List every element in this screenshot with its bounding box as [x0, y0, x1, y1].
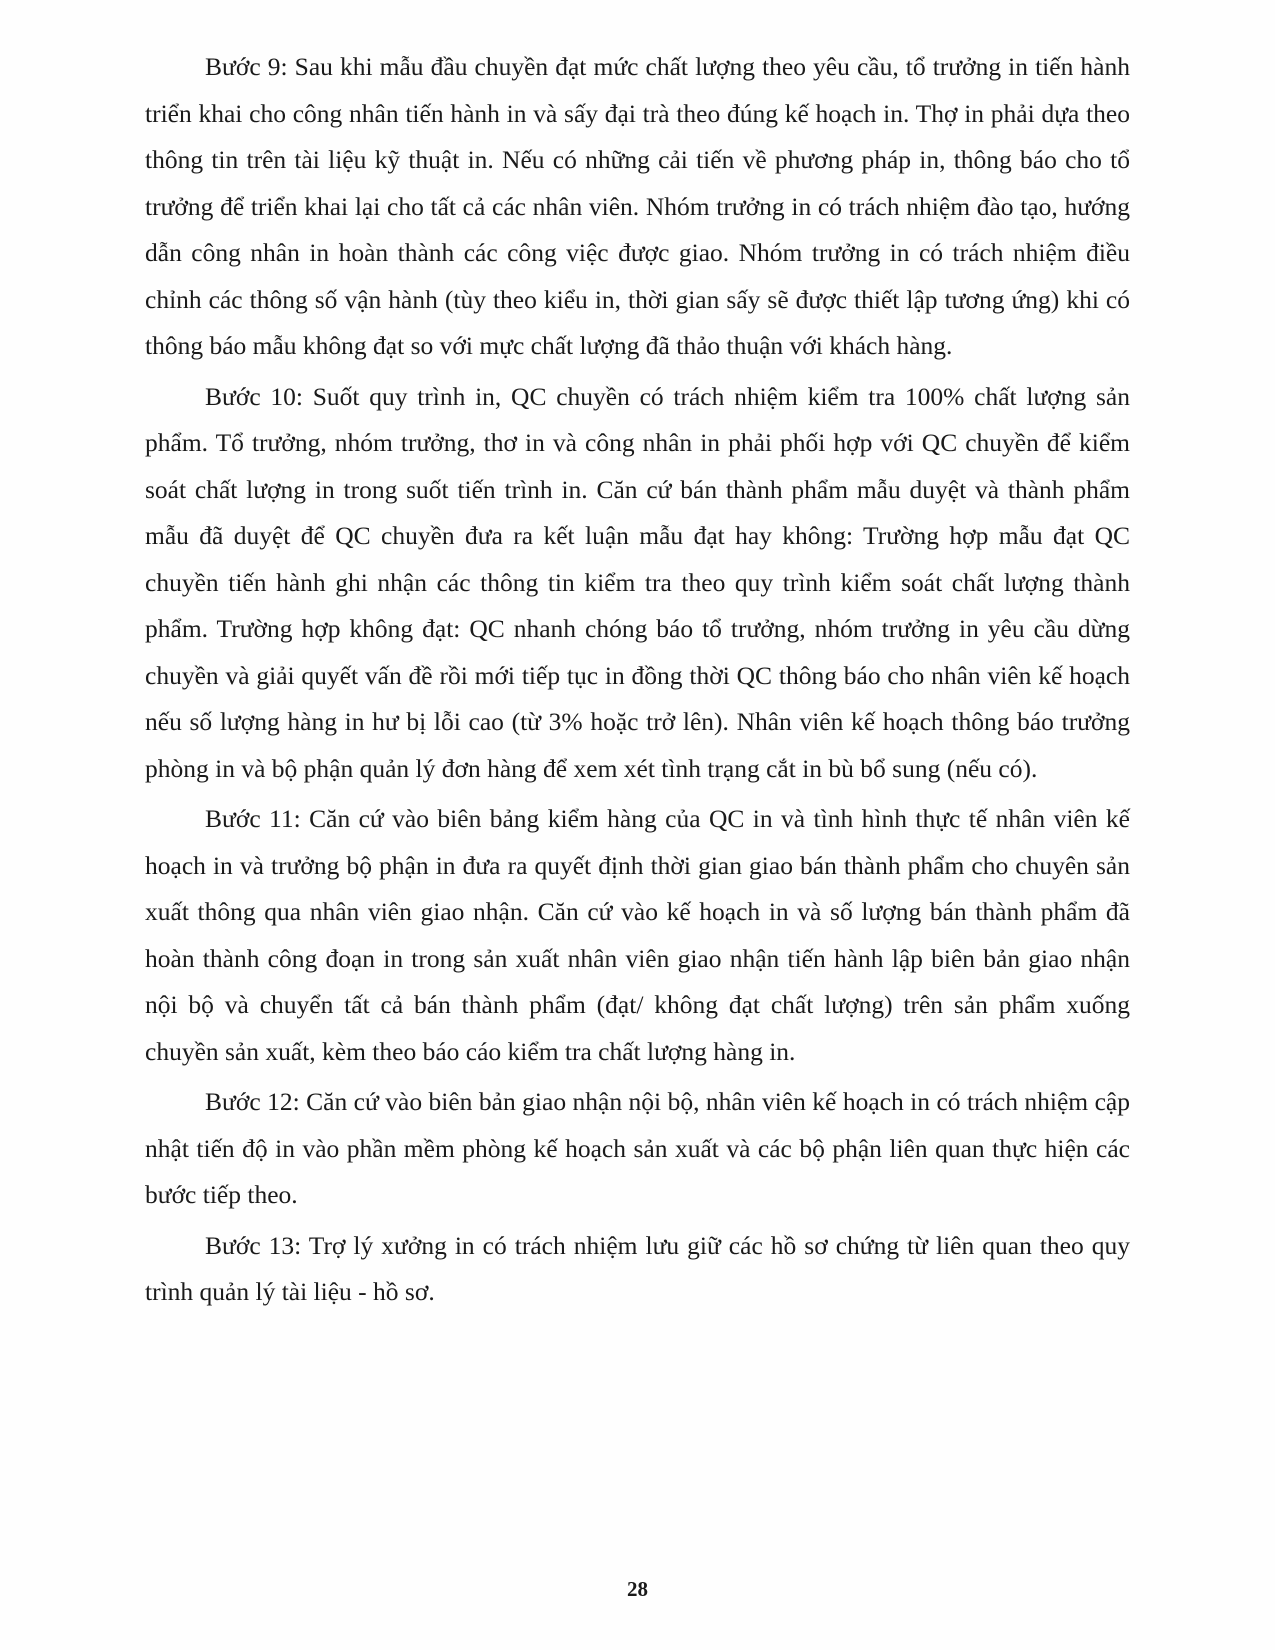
- page-number: 28: [627, 1577, 648, 1601]
- paragraph-step-13: Bước 13: Trợ lý xưởng in có trách nhiệm lưu giữ các hồ sơ chứng từ liên quan theo quy trình quản lý tài liệu - hồ sơ.: [145, 1230, 1130, 1306]
- paragraph-step-11: Bước 11: Căn cứ vào biên bảng kiểm hàng của QC in và tình hình thực tế nhân viên kế hoạch in và trưởng bộ phận in đưa ra quyết định thời gian giao bán thành phẩm cho chuyên sản xuất thông qua nhân viên giao nhận. Căn cứ vào kế hoạch in và số lượng bán thành phẩm đã hoàn thành công đoạn in trong sản xuất nhân viên giao nhận tiến hành lập biên bản giao nhận nội bộ và chuyển tất cả bán thành phẩm (đạt/ không đạt chất lượng) trên sản phẩm xuống chuyền sản xuất, kèm theo báo cáo kiểm tra chất lượng hàng in.: [145, 804, 1130, 1066]
- paragraph-step-9: Bước 9: Sau khi mẫu đầu chuyền đạt mức chất lượng theo yêu cầu, tổ trưởng in tiến hành triển khai cho công nhân tiến hành in và sấy đại trà theo đúng kế hoạch in. Thợ in phải dựa theo thông tin trên tài liệu kỹ thuật in. Nếu có những cải tiến về phương pháp in, thông báo cho tổ trưởng để triển khai lại cho tất cả các nhân viên. Nhóm trưởng in có trách nhiệm đào tạo, hướng dẫn công nhân in hoàn thành các công việc được giao. Nhóm trưởng in có trách nhiệm điều chỉnh các thông số vận hành (tùy theo kiểu in, thời gian sấy sẽ được thiết lập tương ứng) khi có thông báo mẫu không đạt so với mực chất lượng đã thảo thuận với khách hàng.: [145, 52, 1130, 360]
- paragraph-step-12: Bước 12: Căn cứ vào biên bản giao nhận nội bộ, nhân viên kế hoạch in có trách nhiệm cập nhật tiến độ in vào phần mềm phòng kế hoạch sản xuất và các bộ phận liên quan thực hiện các bước tiếp theo.: [145, 1087, 1130, 1209]
- body-text: [145, 44, 1130, 1320]
- paragraph-step-10: Bước 10: Suốt quy trình in, QC chuyền có trách nhiệm kiểm tra 100% chất lượng sản phẩm. Tổ trưởng, nhóm trưởng, thơ in và công nhân in phải phối hợp với QC chuyền để kiểm soát chất lượng in trong suốt tiến trình in. Căn cứ bán thành phẩm mẫu duyệt và thành phẩm mẫu đã duyệt để QC chuyền đưa ra kết luận mẫu đạt hay không: Trường hợp mẫu đạt QC chuyền tiến hành ghi nhận các thông tin kiểm tra theo quy trình kiểm soát chất lượng thành phẩm. Trường hợp không đạt: QC nhanh chóng báo tổ trưởng, nhóm trưởng in yêu cầu dừng chuyền và giải quyết vấn đề rồi mới tiếp tục in đồng thời QC thông báo cho nhân viên kế hoạch nếu số lượng hàng in hư bị lỗi cao (từ 3% hoặc trở lên). Nhân viên kế hoạch thông báo trưởng phòng in và bộ phận quản lý đơn hàng để xem xét tình trạng cắt in bù bổ sung (nếu có).: [145, 381, 1130, 783]
